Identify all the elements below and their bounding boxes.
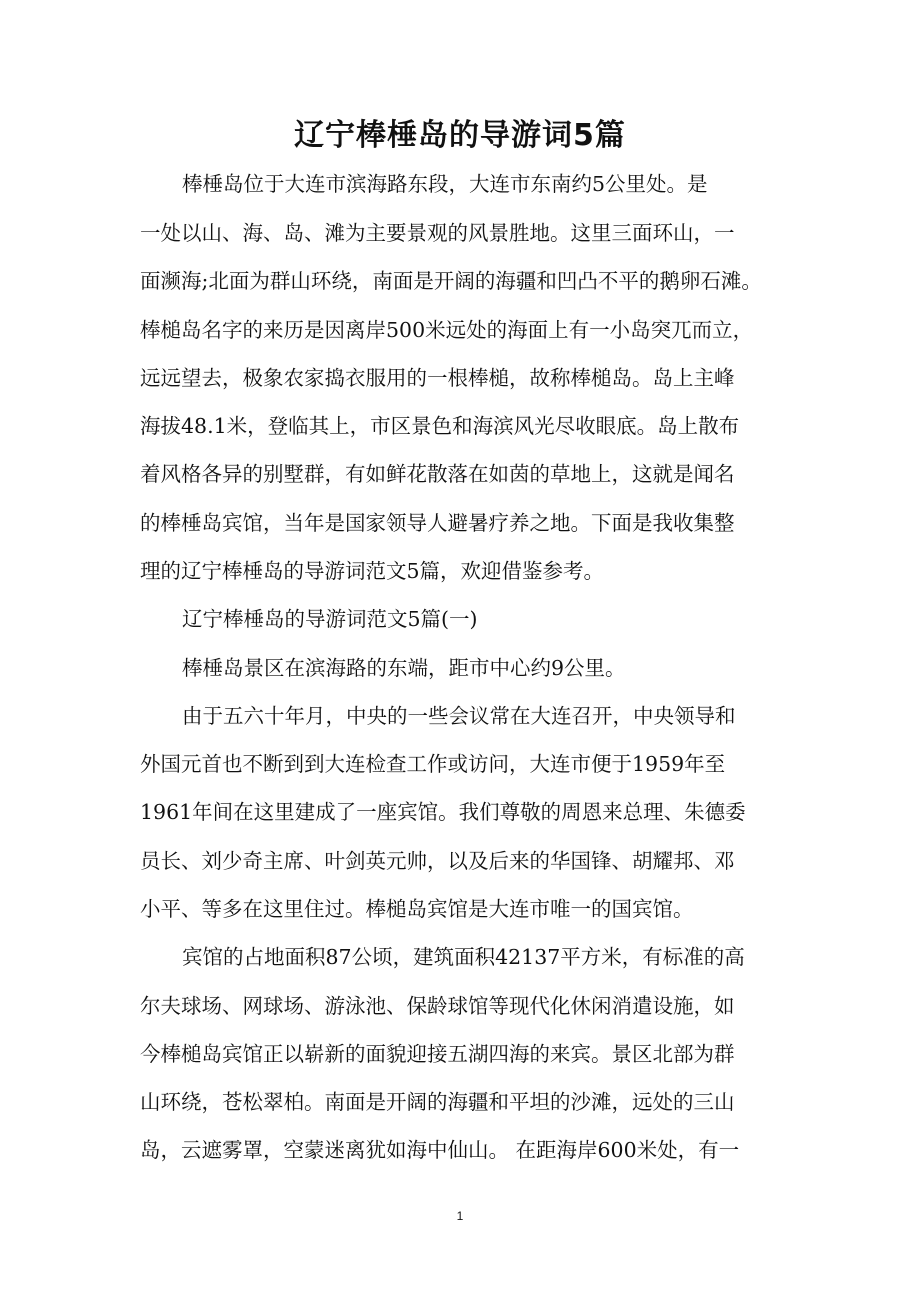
text-line: 小平、等多在这里住过。棒槌岛宾馆是大连市唯一的国宾馆。	[140, 897, 694, 921]
text-line: 面濒海;北面为群山环绕，南面是开阔的海疆和凹凸不平的鹅卵石滩。	[140, 269, 762, 293]
text-line: 远远望去，极象农家捣衣服用的一根棒槌，故称棒槌岛。岛上主峰	[140, 366, 735, 390]
text-line: 由于五六十年月，中央的一些会议常在大连召开，中央领导和	[182, 704, 736, 728]
text-line: 着风格各异的别墅群，有如鲜花散落在如茵的草地上，这就是闻名	[140, 462, 735, 486]
text-line: 棒棰岛位于大连市滨海路东段，大连市东南约5公里处。是	[182, 172, 708, 196]
page-number: 1	[456, 1209, 464, 1223]
document-title: 辽宁棒棰岛的导游词5篇	[294, 118, 626, 153]
text-line: 尔夫球场、网球场、游泳池、保龄球馆等现代化休闲消遣设施，如	[140, 994, 735, 1018]
text-line: 海拔48.1米，登临其上，市区景色和海滨风光尽收眼底。岛上散布	[140, 414, 740, 438]
section-heading: 辽宁棒棰岛的导游词范文5篇(一)	[182, 607, 478, 631]
text-line: 外国元首也不断到到大连检查工作或访问，大连市便于1959年至	[140, 752, 726, 776]
text-line: 一处以山、海、岛、滩为主要景观的风景胜地。这里三面环山，一	[140, 221, 735, 245]
text-line: 1961年间在这里建成了一座宾馆。我们尊敬的周恩来总理、朱德委	[140, 800, 746, 824]
text-line: 员长、刘少奇主席、叶剑英元帅，以及后来的华国锋、胡耀邦、邓	[140, 849, 735, 873]
text-line: 的棒棰岛宾馆，当年是国家领导人避暑疗养之地。下面是我收集整	[140, 511, 735, 535]
text-line: 山环绕，苍松翠柏。南面是开阔的海疆和平坦的沙滩，远处的三山	[140, 1090, 735, 1114]
text-line: 棒槌岛名字的来历是因离岸500米远处的海面上有一小岛突兀而立，	[140, 318, 754, 342]
text-line: 棒棰岛景区在滨海路的东端，距市中心约9公里。	[182, 656, 626, 680]
text-line: 今棒槌岛宾馆正以崭新的面貌迎接五湖四海的来宾。景区北部为群	[140, 1042, 735, 1066]
text-line: 岛，云遮雾罩，空蒙迷离犹如海中仙山。 在距海岸600米处，有一	[140, 1138, 740, 1162]
text-line: 宾馆的占地面积87公顷，建筑面积42137平方米，有标准的高	[182, 945, 745, 969]
text-line: 理的辽宁棒棰岛的导游词范文5篇，欢迎借鉴参考。	[140, 559, 605, 583]
